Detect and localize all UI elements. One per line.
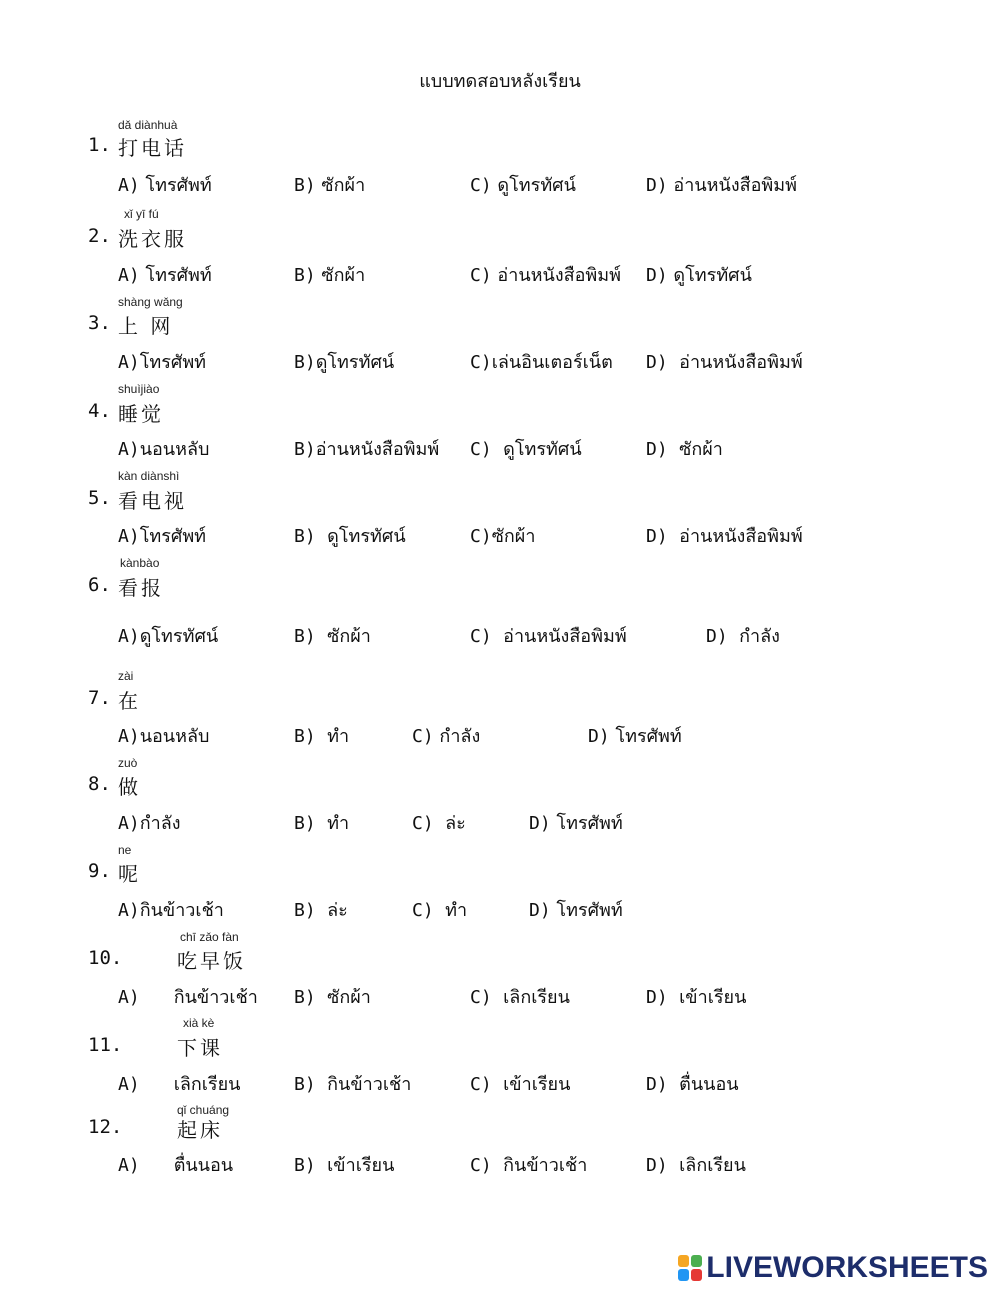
option-text: อ่านหนังสือพิมพ์ xyxy=(679,352,803,373)
chinese-word: 下课 xyxy=(177,1036,223,1060)
option-d[interactable] xyxy=(529,808,623,837)
question-number: 5. xyxy=(88,487,111,509)
pinyin: qǐ chuáng xyxy=(177,1103,230,1117)
option-text: เข้าเรียน xyxy=(503,1074,571,1095)
option-text: โทรศัพท์ xyxy=(556,900,623,921)
option-text: นอนหลับ xyxy=(139,726,210,747)
pinyin: zuò xyxy=(118,756,138,770)
option-text: เข้าเรียน xyxy=(679,987,747,1008)
question-number: 6. xyxy=(88,574,111,596)
chinese-word: 看电视 xyxy=(118,489,187,513)
option-text: เข้าเรียน xyxy=(327,1155,395,1176)
option-text: ซักผ้า xyxy=(321,175,366,196)
logo-block xyxy=(691,1255,702,1267)
option-letter: D) xyxy=(646,265,668,286)
option-letter: C) xyxy=(470,439,492,460)
option-letter: B) xyxy=(294,265,316,286)
option-text: ทำ xyxy=(327,726,350,747)
option-d[interactable] xyxy=(588,721,682,750)
chinese-word: 起床 xyxy=(177,1118,223,1142)
question-number: 12. xyxy=(88,1116,123,1138)
option-d[interactable] xyxy=(646,1150,746,1179)
option-letter: C) xyxy=(470,626,492,647)
option-text: ตื่นนอน xyxy=(173,1155,234,1176)
option-text: ซักผ้า xyxy=(491,526,536,547)
option-text: เลิกเรียน xyxy=(679,1155,746,1176)
option-a[interactable] xyxy=(118,895,224,924)
option-c[interactable] xyxy=(412,895,467,924)
brand-name: LIVEWORKSHEETS xyxy=(706,1251,988,1284)
option-letter: A) xyxy=(118,626,140,647)
option-text: ดูโทรทัศน์ xyxy=(139,626,219,647)
option-a[interactable] xyxy=(118,170,212,199)
pinyin: kàn diànshì xyxy=(118,469,180,483)
pinyin: kànbào xyxy=(120,556,160,570)
option-d[interactable] xyxy=(646,170,797,199)
option-text: โทรศัพท์ xyxy=(139,526,207,547)
option-text: ซักผ้า xyxy=(327,987,371,1008)
option-letter: D) xyxy=(529,900,551,921)
option-b[interactable] xyxy=(294,521,406,550)
question-number: 9. xyxy=(88,860,111,882)
question-number: 10. xyxy=(88,947,123,969)
option-b[interactable] xyxy=(294,170,365,199)
option-letter: A) xyxy=(118,526,140,547)
option-text: เลิกเรียน xyxy=(173,1074,241,1095)
option-b[interactable] xyxy=(294,347,394,376)
option-b[interactable] xyxy=(294,982,371,1011)
option-letter: C) xyxy=(470,1155,492,1176)
option-a[interactable] xyxy=(118,1069,240,1098)
option-letter: C) xyxy=(470,987,492,1008)
option-b[interactable] xyxy=(294,721,349,750)
option-letter: B) xyxy=(294,813,316,834)
option-d[interactable] xyxy=(646,260,752,289)
option-text: นอนหลับ xyxy=(139,439,210,460)
question-number: 8. xyxy=(88,773,111,795)
option-letter: A) xyxy=(118,1155,140,1176)
option-letter: D) xyxy=(646,987,668,1008)
chinese-word: 上 网 xyxy=(118,314,174,338)
option-d[interactable] xyxy=(529,895,623,924)
option-b[interactable] xyxy=(294,1150,394,1179)
brand-footer xyxy=(678,1250,988,1286)
option-b[interactable] xyxy=(294,260,365,289)
option-text: โทรศัพท์ xyxy=(139,352,207,373)
option-text: โทรศัพท์ xyxy=(556,813,623,834)
logo-block xyxy=(678,1269,689,1281)
option-letter: C) xyxy=(470,526,492,547)
chinese-word: 吃早饭 xyxy=(177,949,246,973)
option-letter: B) xyxy=(294,352,316,373)
option-text: ซักผ้า xyxy=(321,265,366,286)
option-letter: B) xyxy=(294,626,316,647)
option-text: ล่ะ xyxy=(445,813,466,834)
chinese-word: 做 xyxy=(118,775,141,799)
option-a[interactable] xyxy=(118,621,218,650)
option-b[interactable] xyxy=(294,1069,411,1098)
option-text: ดูโทรทัศน์ xyxy=(497,175,576,196)
option-letter: B) xyxy=(294,987,316,1008)
option-letter: C) xyxy=(470,175,492,196)
option-letter: D) xyxy=(646,439,668,460)
option-letter: A) xyxy=(118,175,140,196)
option-b[interactable] xyxy=(294,434,439,463)
option-letter: A) xyxy=(118,439,140,460)
option-c[interactable] xyxy=(470,1069,570,1098)
option-letter: B) xyxy=(294,175,316,196)
option-text: ดูโทรทัศน์ xyxy=(673,265,752,286)
option-letter: B) xyxy=(294,1155,316,1176)
option-b[interactable] xyxy=(294,895,348,924)
pinyin: ne xyxy=(118,843,132,857)
option-a[interactable] xyxy=(118,982,258,1011)
option-text: กินข้าวเช้า xyxy=(327,1074,412,1095)
option-a[interactable] xyxy=(118,260,212,289)
option-c[interactable] xyxy=(470,434,582,463)
option-text: อ่านหนังสือพิมพ์ xyxy=(503,626,627,647)
option-letter: D) xyxy=(529,813,551,834)
pinyin: shuìjiào xyxy=(118,382,160,396)
option-d[interactable] xyxy=(646,434,723,463)
option-text: กำลัง xyxy=(439,726,481,747)
logo-block xyxy=(678,1255,689,1267)
question-number: 3. xyxy=(88,312,111,334)
logo-block xyxy=(691,1269,702,1281)
option-b[interactable] xyxy=(294,808,349,837)
option-letter: C) xyxy=(470,352,492,373)
option-b[interactable] xyxy=(294,621,371,650)
option-letter: D) xyxy=(646,352,668,373)
option-d[interactable] xyxy=(646,347,803,376)
option-c[interactable] xyxy=(470,170,576,199)
option-c[interactable] xyxy=(412,721,480,750)
option-c[interactable] xyxy=(470,347,613,376)
option-d[interactable] xyxy=(646,521,803,550)
option-text: ล่ะ xyxy=(327,900,348,921)
option-text: กำลัง xyxy=(139,813,181,834)
option-text: อ่านหนังสือพิมพ์ xyxy=(497,265,621,286)
option-letter: B) xyxy=(294,726,316,747)
question-number: 11. xyxy=(88,1034,123,1056)
option-text: ทำ xyxy=(327,813,350,834)
chinese-word: 洗衣服 xyxy=(118,227,187,251)
chinese-word: 看报 xyxy=(118,576,164,600)
option-text: กินข้าวเช้า xyxy=(173,987,258,1008)
question-number: 1. xyxy=(88,134,111,156)
option-a[interactable] xyxy=(118,347,206,376)
pinyin: xià kè xyxy=(183,1016,215,1030)
option-c[interactable] xyxy=(470,1150,587,1179)
option-letter: A) xyxy=(118,1074,140,1095)
option-text: โทรศัพท์ xyxy=(615,726,682,747)
page-title: แบบทดสอบหลังเรียน xyxy=(419,71,581,92)
option-text: กินข้าวเช้า xyxy=(139,900,224,921)
question-number: 2. xyxy=(88,225,111,247)
liveworksheets-logo-icon xyxy=(678,1255,702,1281)
option-letter: B) xyxy=(294,526,316,547)
option-letter: A) xyxy=(118,265,140,286)
option-text: โทรศัพท์ xyxy=(145,265,212,286)
option-d[interactable] xyxy=(646,1069,739,1098)
option-text: ซักผ้า xyxy=(327,626,371,647)
option-c[interactable] xyxy=(470,521,535,550)
option-a[interactable] xyxy=(118,1150,233,1179)
option-c[interactable] xyxy=(470,621,627,650)
option-text: ตื่นนอน xyxy=(679,1074,739,1095)
option-text: ดูโทรทัศน์ xyxy=(327,526,406,547)
option-letter: A) xyxy=(118,987,140,1008)
option-text: อ่านหนังสือพิมพ์ xyxy=(673,175,797,196)
option-text: อ่านหนังสือพิมพ์ xyxy=(315,439,440,460)
option-letter: A) xyxy=(118,813,140,834)
option-text: เล่นอินเตอร์เน็ต xyxy=(491,352,613,373)
option-letter: D) xyxy=(646,175,668,196)
question-number: 7. xyxy=(88,687,111,709)
chinese-word: 睡觉 xyxy=(118,402,164,426)
option-letter: D) xyxy=(646,526,668,547)
question-number: 4. xyxy=(88,400,111,422)
option-letter: D) xyxy=(646,1074,668,1095)
option-letter: C) xyxy=(412,726,434,747)
pinyin: shàng wǎng xyxy=(118,295,183,309)
option-letter: B) xyxy=(294,439,316,460)
option-letter: D) xyxy=(588,726,610,747)
option-letter: A) xyxy=(118,352,140,373)
option-text: ซักผ้า xyxy=(679,439,723,460)
option-a[interactable] xyxy=(118,808,181,837)
chinese-word: 呢 xyxy=(118,862,141,886)
option-a[interactable] xyxy=(118,721,209,750)
option-a[interactable] xyxy=(118,434,209,463)
pinyin: dǎ diànhuà xyxy=(118,118,178,132)
option-letter: C) xyxy=(470,1074,492,1095)
option-letter: D) xyxy=(646,1155,668,1176)
option-c[interactable] xyxy=(412,808,466,837)
pinyin: zài xyxy=(118,669,134,683)
option-text: ทำ xyxy=(445,900,468,921)
chinese-word: 在 xyxy=(118,689,141,713)
option-letter: A) xyxy=(118,900,140,921)
option-letter: C) xyxy=(412,813,434,834)
option-letter: A) xyxy=(118,726,140,747)
option-d[interactable] xyxy=(646,982,746,1011)
option-text: โทรศัพท์ xyxy=(145,175,212,196)
pinyin: xǐ yī fú xyxy=(124,207,159,221)
option-text: ดูโทรทัศน์ xyxy=(315,352,395,373)
option-text: อ่านหนังสือพิมพ์ xyxy=(679,526,803,547)
option-letter: B) xyxy=(294,900,316,921)
option-letter: C) xyxy=(470,265,492,286)
option-c[interactable] xyxy=(470,982,570,1011)
pinyin: chī zǎo fàn xyxy=(180,930,239,944)
option-d[interactable] xyxy=(706,621,780,650)
chinese-word: 打电话 xyxy=(118,136,187,160)
option-text: ดูโทรทัศน์ xyxy=(503,439,582,460)
option-a[interactable] xyxy=(118,521,206,550)
option-text: กำลัง xyxy=(739,626,780,647)
option-letter: D) xyxy=(706,626,728,647)
option-letter: C) xyxy=(412,900,434,921)
option-c[interactable] xyxy=(470,260,621,289)
option-letter: B) xyxy=(294,1074,316,1095)
option-text: กินข้าวเช้า xyxy=(503,1155,588,1176)
option-text: เลิกเรียน xyxy=(503,987,570,1008)
